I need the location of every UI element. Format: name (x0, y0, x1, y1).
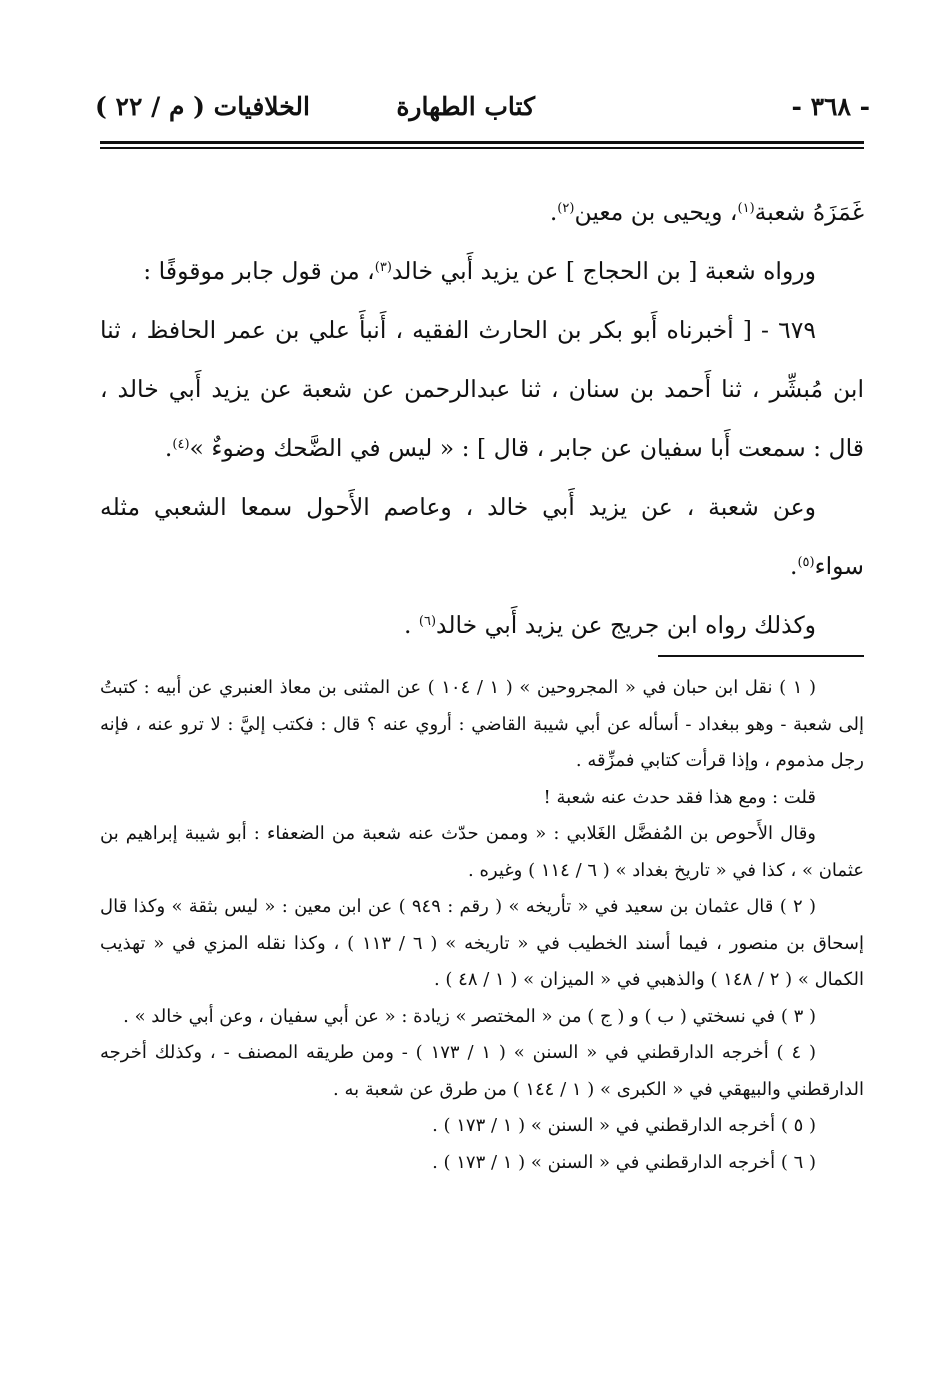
text-run: ، من قول جابر موقوفًا : (143, 257, 375, 285)
text-run: ، ويحيى بن معين (574, 198, 738, 226)
footnote: ( ٦ ) أخرجه الدارقطني في « السنن » ( ١ / ١٧٣ ) . (432, 1151, 816, 1173)
header-rule-thick (100, 141, 864, 144)
body-paragraph (100, 478, 864, 596)
footnote: ( ٥ ) أخرجه الدارقطني في « السنن » ( ١ / ١٧٣ ) . (432, 1115, 816, 1136)
page-number: - ٣٦٨ - (791, 92, 870, 121)
text-run: ٦٧٩ - [ أخبرناه أَبو بكر بن الحارث الفقيه ، أَنبأَ علي بن عمر الحافظ ، ثنا ابن مُبشِّر ، ثنا أَحمد بن سنان ، ثنا عبدالرحمن عن شعبة عن يزيد أَبي خالد ، قال : سمعت أَبا سفيان عن جابر ، قال ] : « ليس في الضَّحك وضوءٌ » (100, 316, 864, 462)
footnote: وقال الأَحوص بن المُفضَّل الغَلابي : « وممن حدّث عنه شعبة من الضعفاء : أبو شيبة إبراهيم بن عثمان » ، كذا في « تاريخ بغداد » ( ٦ / ١١٤ ) وغيره . (100, 823, 864, 881)
main-text (100, 183, 864, 655)
text-run: غَمَزَهُ شعبة (754, 198, 864, 226)
footnote: ( ١ ) نقل ابن حبان في « المجروحين » ( ١ / ١٠٤ ) عن المثنى بن معاذ العنبري عن أبيه : كتبتُ إلى شعبة - وهو ببغداد - أسأله عن أبي شيبة القاضي : أروي عنه ؟ قال : فكتب إليَّ : لا ترو عنه ، فإنه رجل مذموم ، وإذا قرأت كتابي فمزِّقه . (100, 677, 864, 771)
footnote-ref: (٢) (557, 201, 575, 216)
footnote: ( ٣ ) في نسختي ( ب ) و ( ج ) من « المختصر » زيادة : « عن أبي سفيان ، وعن أبي خالد » . (123, 1005, 816, 1027)
footnote: قلت : ومع هذا فقد حدث عنه شعبة ! (543, 786, 816, 808)
footnote-separator (658, 655, 864, 657)
footnote: ( ٢ ) قال عثمان بن سعيد في « تأريخه » ( رقم : ٩٤٩ ) عن ابن معين : « ليس بثقة » وكذا قال إسحاق بن منصور ، فيما أسند الخطيب في « تاريخه » ( ٦ / ١١٣ ) ، وكذا نقله المزي في « تهذيب الكمال » ( ٢ / ١٤٨ ) والذهبي في « الميزان » ( ١ / ٤٨ ) . (100, 896, 864, 990)
text-run: وكذلك رواه ابن جريج عن يزيد أَبي خالد (436, 611, 816, 639)
text-run: . (403, 611, 419, 639)
footnote-ref: (٤) (172, 437, 190, 452)
body-paragraph (100, 596, 864, 655)
footnote-ref: (٦) (418, 614, 437, 629)
book-title: كتاب الطهارة (396, 92, 535, 121)
text-run: . (789, 552, 798, 580)
text-run: . (164, 434, 173, 462)
body-paragraph (100, 242, 864, 301)
text-run: وعن شعبة ، عن يزيد أَبي خالد ، وعاصم الأَحول سمعا الشعبي مثله سواء (100, 493, 864, 580)
footnote-ref: (٣) (374, 260, 392, 275)
section-title: الخلافيات ( م / ٢٢ ) (95, 92, 310, 121)
footnote-ref: (١) (737, 201, 755, 216)
body-paragraph (100, 183, 864, 242)
footnote: ( ٤ ) أخرجه الدارقطني في « السنن » ( ١ / ١٧٣ ) - ومن طريقه المصنف - ، وكذلك أخرجه الدارقطني والبيهقي في « الكبرى » ( ١ / ١٤٤ ) من طرق عن شعبة به . (100, 1042, 864, 1100)
text-run: . (549, 198, 558, 226)
footnote-ref: (٥) (797, 555, 815, 570)
body-paragraph (100, 301, 864, 478)
footnotes (100, 670, 864, 1181)
page-header (95, 92, 870, 132)
header-rule-thin (100, 147, 864, 149)
text-run: ورواه شعبة [ بن الحجاج ] عن يزيد أَبي خالد (391, 257, 816, 285)
